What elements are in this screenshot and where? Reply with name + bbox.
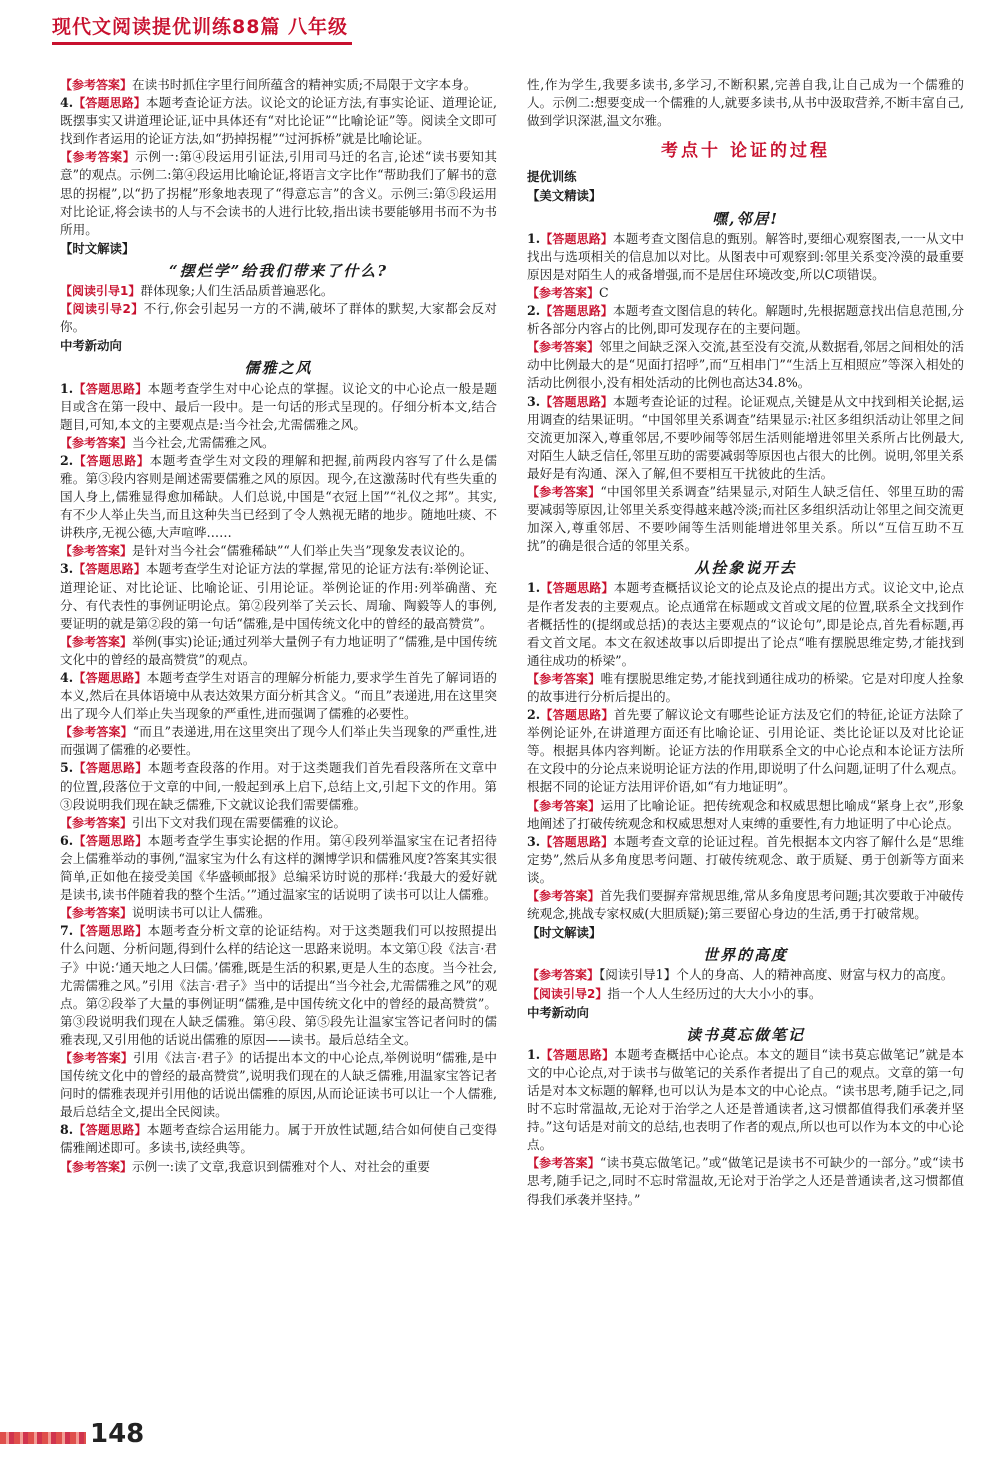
answer-text: 本题考查文章的论证过程。首先根据本文内容了解什么是“思维定势”,然后从多角度思考问题、打破传统观念、敢于质疑、勇于创新等方面来谈。 [527, 833, 964, 885]
answer-paragraph [527, 338, 964, 392]
answer-paragraph [60, 1121, 497, 1157]
footer-color-bar [0, 1432, 86, 1444]
question-number: 1. [60, 380, 74, 396]
answer-tag: 【答题思路】 [73, 562, 146, 577]
answer-tag: 【参考答案】 [60, 634, 133, 649]
question-number: 4. [60, 95, 74, 111]
answer-paragraph [527, 833, 964, 887]
answer-paragraph [527, 706, 964, 796]
question-number: 5. [60, 760, 74, 776]
answer-tag: 【参考答案】 [60, 725, 133, 740]
answer-tag: 【参考答案】 [60, 906, 133, 921]
answer-text: 本题考查学生对文段的理解和把握,前两段内容写了什么是儒雅。第③段内容则是阐述需要儒雅之风的原因。现今,在这激荡时代有些失重的国人身上,儒雅显得愈加稀缺。人们总说,中国是“衣冠上国”“礼仪之邦”。其实,有不少人举止失当,而且这种失当已经到了令人熟视无睹的地步。随地吐痰、不讲秩序,无视公德,大声喧哗…… [60, 452, 497, 541]
answer-tag: 【参考答案】 [527, 671, 601, 686]
answer-text: 运用了比喻论证。把传统观念和权威思想比喻成“紧身上衣”,形象地阐述了打破传统观念和权威思想对人束缚的重要性,有力地证明了中心论点。 [527, 797, 964, 831]
answer-tag: 【参考答案】 [527, 285, 600, 300]
answer-text: 举例(事实)论证;通过列举大量例子有力地证明了“儒雅,是中国传统文化中的曾经的最高赞赏”的观点。 [60, 633, 497, 667]
answer-paragraph [527, 966, 964, 984]
answer-paragraph [527, 1046, 964, 1155]
answer-tag: 【答题思路】 [73, 924, 148, 939]
answer-text: 本题考查概括议论文的论点及论点的提出方式。议论文中,论点是作者发表的主要观点。论点通常在标题或文首或文尾的位置,联系全文找到作者概括性的(提纲或总括)的表达主要观点的“议论句”,即是论点,首先看标题,再看文首文尾。本文在叙述故事以后即提出了论点“唯有摆脱思维定势,才能找到通往成功的桥梁”。 [527, 580, 964, 668]
question-number: 8. [60, 1122, 74, 1138]
answer-text: 本题考查综合运用能力。属于开放性试题,结合如何使自己变得儒雅阐述即可。多读书,读经典等。 [60, 1122, 497, 1156]
answer-text: 在读书时抓住字里行间所蕴含的精神实质;不局限于文字本身。 [132, 77, 477, 92]
answer-tag: 【答题思路】 [73, 833, 148, 848]
answer-text: “中国邻里关系调查”结果显示,对陌生人缺乏信任、邻里互助的需要减弱等原因,让邻里关系变得越来越冷淡;而社区多组织活动让邻里之间交流更加深入,尊重邻居、不要吵闹等生活则能增进邻里关系。所以“互信互助不互扰”的确是很合适的邻里关系。 [527, 483, 964, 554]
answer-text: 引出下文对我们现在需要儒雅的议论。 [132, 814, 347, 830]
answer-text: 本题考查段落的作用。对于这类题我们首先看段落所在文章中的位置,段落位于文章的中间,一般起到承上启下,总结上文,引起下文的作用。第③段说明我们现在缺乏儒雅,下文就议论我们需要儒雅。 [60, 760, 497, 812]
answer-text: 本题考查论证的过程。论证观点,关键是从文中找到相关论据,运用调查的结果证明。“中国邻里关系调查”结果显示:社区多组织活动让邻里之间交流更加深入,尊重邻居,不要吵闹等邻居生活则能增进邻里关系所占比例最大,对陌生人缺乏信任,邻里互助的需要减弱等原因也占很大的比例。说明,邻里关系最好是有沟通、深入了解,但不要相互干扰彼此的生活。 [527, 393, 964, 481]
article-title: 嘿,邻居! [712, 209, 779, 228]
question-number: 3. [60, 561, 74, 577]
answer-tag: 【答题思路】 [540, 394, 613, 409]
answer-text: 唯有摆脱思维定势,才能找到通往成功的桥梁。它是对印度人拴象的故事进行分析后提出的。 [527, 670, 964, 704]
answer-paragraph [527, 579, 964, 669]
answer-tag: 【参考答案】 [60, 815, 133, 830]
answer-tag: 【参考答案】 [60, 435, 133, 450]
watermark-logo [820, 1388, 980, 1442]
answer-paragraph [60, 723, 497, 759]
answer-text: 示例一:第④段运用引证法,引用司马迁的名言,论述“读书要知其意”的观点。示例二:第④段运用比喻论证,将语言文字比作“帮助我们了解书的意思的拐棍”,以“扔了拐棍”形象地表现了“得意忘言”的含义。示例三:第⑤段运用对比论证,将会读书的人与不会读书的人进行比较,指出读书要能够用书而不为书所用。 [60, 149, 497, 237]
answer-paragraph [60, 380, 497, 434]
answer-text: 是针对当今社会“儒雅稀缺”“人们举止失当”现象发表议论的。 [132, 543, 473, 559]
answer-text: 邻里之间缺乏深入交流,甚至没有交流,从数据看,邻居之间相处的活动中比例最大的是“见面打招呼”,而“互相串门”“生活上互相照应”等深入相处的活动比例很小,没有相处活动的比例也高达34.8%。 [527, 339, 964, 391]
answer-text: 指一个人人生经历过的大大小小的事。 [607, 985, 822, 1001]
answer-paragraph [60, 434, 497, 452]
answer-paragraph [60, 300, 497, 336]
answer-paragraph [60, 1049, 497, 1121]
answer-tag: 【参考答案】 [60, 1050, 134, 1065]
answer-tag: 【参考答案】 [60, 150, 136, 165]
answer-tag: 【答题思路】 [73, 1123, 147, 1138]
article-title: 从拴象说开去 [694, 559, 797, 578]
kaodian-heading: 考点十 论证的过程 [661, 141, 830, 162]
answer-tag: 【阅读引导2】 [527, 986, 608, 1001]
answer-text: 本题考查学生对中心论点的掌握。议论文的中心论点一般是题目或含在第一段中、最后一段中。是一句话的形式呈现的。仔细分析本文,结合题目,可知,本文的主要观点是:当今社会,尤需儒雅之风。 [60, 380, 497, 432]
article-title: “摆烂学”给我们带来了什么? [168, 261, 389, 280]
answer-tag: 【答题思路】 [73, 381, 148, 396]
answer-tag: 【阅读引导2】 [60, 302, 144, 317]
answer-tag: 【参考答案】 [527, 484, 601, 499]
answer-tag: 【答题思路】 [73, 96, 146, 111]
answer-paragraph [527, 76, 964, 130]
section-heading: 【时文解读】 [60, 240, 135, 256]
answer-text: “读书莫忘做笔记。”或“做笔记是读书不可缺少的一部分。”或“读书思考,随手记之,同时不忘时常温故,无论对于治学之人还是普通读者,这习惯都值得我们承袭并坚持。” [527, 1155, 964, 1207]
answer-tag: 【参考答案】 [527, 1156, 600, 1171]
answer-tag: 【答题思路】 [540, 708, 614, 723]
question-number: 3. [527, 393, 541, 409]
answer-text: 本题考查概括中心论点。本文的题目“读书莫忘做笔记”就是本文的中心论点,对于读书与做笔记的关系作者提出了自己的观点。文章的第一句话是对本文标题的解释,也可以认为是本文的中心论点。“读书思考,随手记之,同时不忘时常温故,无论对于治学之人还是普通读者,这习惯都值得我们承袭并坚持。”这句话是对前文的总结,也表明了作者的观点,所以也可以作为本文的中心论点。 [527, 1046, 964, 1153]
article-title: 读书莫忘做笔记 [685, 1025, 805, 1044]
section-heading: 中考新动向 [527, 1004, 589, 1020]
question-number: 4. [60, 670, 74, 685]
answer-paragraph [527, 393, 964, 483]
answer-text: C [599, 284, 609, 300]
right-column [527, 76, 964, 1381]
answer-tag: 【参考答案】 [527, 968, 600, 983]
answer-tag: 【参考答案】 [527, 798, 601, 813]
answer-paragraph [60, 832, 497, 904]
answer-text: 示例一:读了文章,我意识到儒雅对个人、对社会的重要 [132, 1158, 430, 1174]
answer-text: 本题考查文图信息的甄别。解答时,要细心观察图表,一一从文中找出与选项相关的信息加以对比。从图表中可观察到:邻里关系变冷漠的最重要原因是对陌生人的戒备增强,而不是居住环境改变,所以C项错误。 [527, 230, 964, 282]
question-number: 7. [60, 923, 74, 939]
answer-text: 当今社会,尤需儒雅之风。 [132, 434, 275, 450]
answer-paragraph [527, 230, 964, 284]
question-number: 2. [527, 303, 541, 319]
answer-tag: 【答题思路】 [73, 761, 148, 776]
answer-text: 首先要了解议论文有哪些论证方法及它们的特征,论证方法除了举例论证外,在讲道理方面还有比喻论证、引用论证、类比论证以及对比论证等。根据具体内容判断。论证方法的作用联系全文的中心论点和本论证方法所在文段中的分论点来说明论证方法的作用,即说明了什么问题,证明了什么观点。根据不同的论证方法用评价语,如“有力地证明”。 [527, 707, 964, 795]
answer-text: 群体现象;人们生活品质普遍恶化。 [140, 283, 334, 299]
answer-paragraph [527, 302, 964, 338]
answer-paragraph [527, 985, 964, 1003]
question-number: 2. [60, 452, 74, 468]
answer-paragraph [60, 94, 497, 148]
answer-tag: 【答题思路】 [540, 1047, 615, 1062]
answer-text: 本题考查论证方法。议论文的论证方法,有事实论证、道理论证,既摆事实又讲道理论证,证中具体还有“对比论证”“比喻论证”等。阅读全文即可找到作者运用的论证方法,如“扔掉拐棍”“过河拆桥”就是比喻论证。 [60, 95, 497, 147]
answer-paragraph [60, 560, 497, 632]
article-title: 儒雅之风 [244, 359, 313, 378]
question-number: 2. [527, 707, 541, 723]
answer-paragraph [60, 922, 497, 1049]
section-heading: 中考新动向 [60, 338, 122, 354]
answer-tag: 【答题思路】 [540, 231, 613, 246]
answer-tag: 【阅读引导1】 [60, 284, 141, 299]
page-header [52, 12, 352, 46]
article-title: 世界的高度 [702, 946, 788, 965]
question-number: 1. [527, 1046, 541, 1062]
answer-paragraph [60, 452, 497, 542]
question-number: 1. [527, 230, 541, 246]
page-number: 148 [90, 1419, 145, 1449]
answer-text: 本题考查学生对语言的理解分析能力,要求学生首先了解词语的本义,然后在具体语境中从表达效果方面分析其含义。“而且”表递进,用在这里突出了现今人们举止失当现象的严重性,进而强调了儒雅的必要性。 [60, 670, 497, 722]
answer-tag: 【参考答案】 [527, 889, 600, 904]
answer-paragraph [60, 76, 497, 94]
answer-paragraph [60, 633, 497, 669]
answer-text: 性,作为学生,我要多读书,多学习,不断积累,完善自我,让自己成为一个儒雅的人。示例二:想要变成一个儒雅的人,就要多读书,从书中汲取营养,不断丰富自己,做到学识深湛,温文尔雅。 [527, 77, 964, 129]
answer-paragraph [60, 759, 497, 813]
section-heading: 【时文解读】 [527, 925, 602, 941]
answer-paragraph [60, 542, 497, 560]
answer-paragraph [60, 282, 497, 300]
answer-paragraph [527, 284, 964, 302]
answer-text: 【阅读引导1】个人的身高、人的精神高度、财富与权力的高度。 [599, 967, 954, 983]
answer-text: 本题考查文图信息的转化。解题时,先根据题意找出信息范围,分析各部分内容占的比例,即可发现存在的主要问题。 [527, 303, 964, 337]
answer-tag: 【参考答案】 [527, 340, 600, 355]
answer-paragraph [527, 483, 964, 555]
answer-text: 首先我们要摒弃常规思维,常从多角度思考问题;其次要敢于冲破传统观念,挑战专家权威(大胆质疑);第三要留心身边的生活,勇于打破常规。 [527, 888, 964, 922]
section-heading: 【美文精读】 [527, 188, 602, 204]
answer-text: 本题考查学生事实论据的作用。第④段列举温家宝在记者招待会上儒雅举动的事例,“温家宝为什么有这样的渊博学识和儒雅风度?答案其实很简单,正如他在接受美国《华盛顿邮报》总编采访时说的那样:‘我最大的爱好就是读书,读书伴随着我的整个生活。’”通过温家宝的话说明了读书可以让人儒雅。 [60, 832, 497, 903]
answer-text: 引用《法言·君子》的话提出本文的中心论点,举例说明“儒雅,是中国传统文化中的曾经的最高赞赏”,说明我们现在的人缺乏儒雅,用温家宝答记者问时的儒雅表现并引用他的话说出儒雅的原因,从而论证读书可以让一个人儒雅,最后总结全文,提出全民阅读。 [60, 1049, 497, 1120]
answer-tag: 【答题思路】 [73, 453, 150, 468]
answer-paragraph [527, 1154, 964, 1208]
section-heading: 提优训练 [527, 169, 577, 185]
answer-text: 本题考查分析文章的论证结构。对于这类题我们可以按照提出什么问题、分析问题,得到什么样的结论这一思路来说明。本文第①段《法言·君子》中说:‘通天地之人曰儒。’儒雅,既是生活的积累,更是人生的态度。当今社会,尤需儒雅之风。”引用《法言·君子》当中的话提出“当今社会,尤需儒雅之风”的观点。第②段举了大量的事例证明“儒雅,是中国传统文化中的曾经的最高赞赏”。第③段说明我们现在人缺乏儒雅。第④段、第⑤段先让温家宝答记者问时的儒雅表现,又引用他的话说出儒雅的原因——读书。最后总结全文。 [60, 923, 497, 1047]
answer-paragraph [527, 887, 964, 923]
answer-paragraph [527, 670, 964, 706]
answer-tag: 【参考答案】 [60, 1159, 133, 1174]
answer-text: 不行,你会引起另一方的不满,破坏了群体的默契,大家都会反对你。 [60, 301, 497, 335]
left-column [60, 76, 497, 1381]
answer-text: “而且”表递进,用在这里突出了现今人们举止失当现象的严重性,进而强调了儒雅的必要性。 [60, 724, 497, 758]
answer-text: 本题考查学生对论证方法的掌握,常见的论证方法有:举例论证、道理论证、对比论证、比喻论证、引用论证。举例论证的作用:列举确凿、充分、有代表性的事例证明论点。第②段列举了关云长、周瑜、陶毅等人的事例,要证明的就是第②段的第一句话“儒雅,是中国传统文化中的曾经的最高赞赏”。 [60, 561, 497, 631]
answer-tag: 【参考答案】 [60, 78, 133, 92]
answer-tag: 【答题思路】 [540, 581, 614, 596]
answer-paragraph [60, 148, 497, 238]
answer-paragraph [60, 904, 497, 922]
question-number: 3. [527, 833, 541, 849]
answer-paragraph [60, 669, 497, 723]
question-number: 6. [60, 832, 74, 848]
answer-tag: 【参考答案】 [60, 544, 133, 559]
answer-tag: 【答题思路】 [540, 834, 614, 849]
question-number: 1. [527, 580, 541, 596]
answer-text: 说明读书可以让人儒雅。 [132, 905, 271, 921]
answer-paragraph [60, 1158, 497, 1176]
answer-tag: 【答题思路】 [540, 304, 613, 319]
header-title: 现代文阅读提优训练88篇 八年级 [52, 16, 349, 38]
answer-tag: 【答题思路】 [73, 671, 147, 685]
header-rule [52, 42, 352, 45]
answer-paragraph [60, 814, 497, 832]
answer-paragraph [527, 797, 964, 833]
